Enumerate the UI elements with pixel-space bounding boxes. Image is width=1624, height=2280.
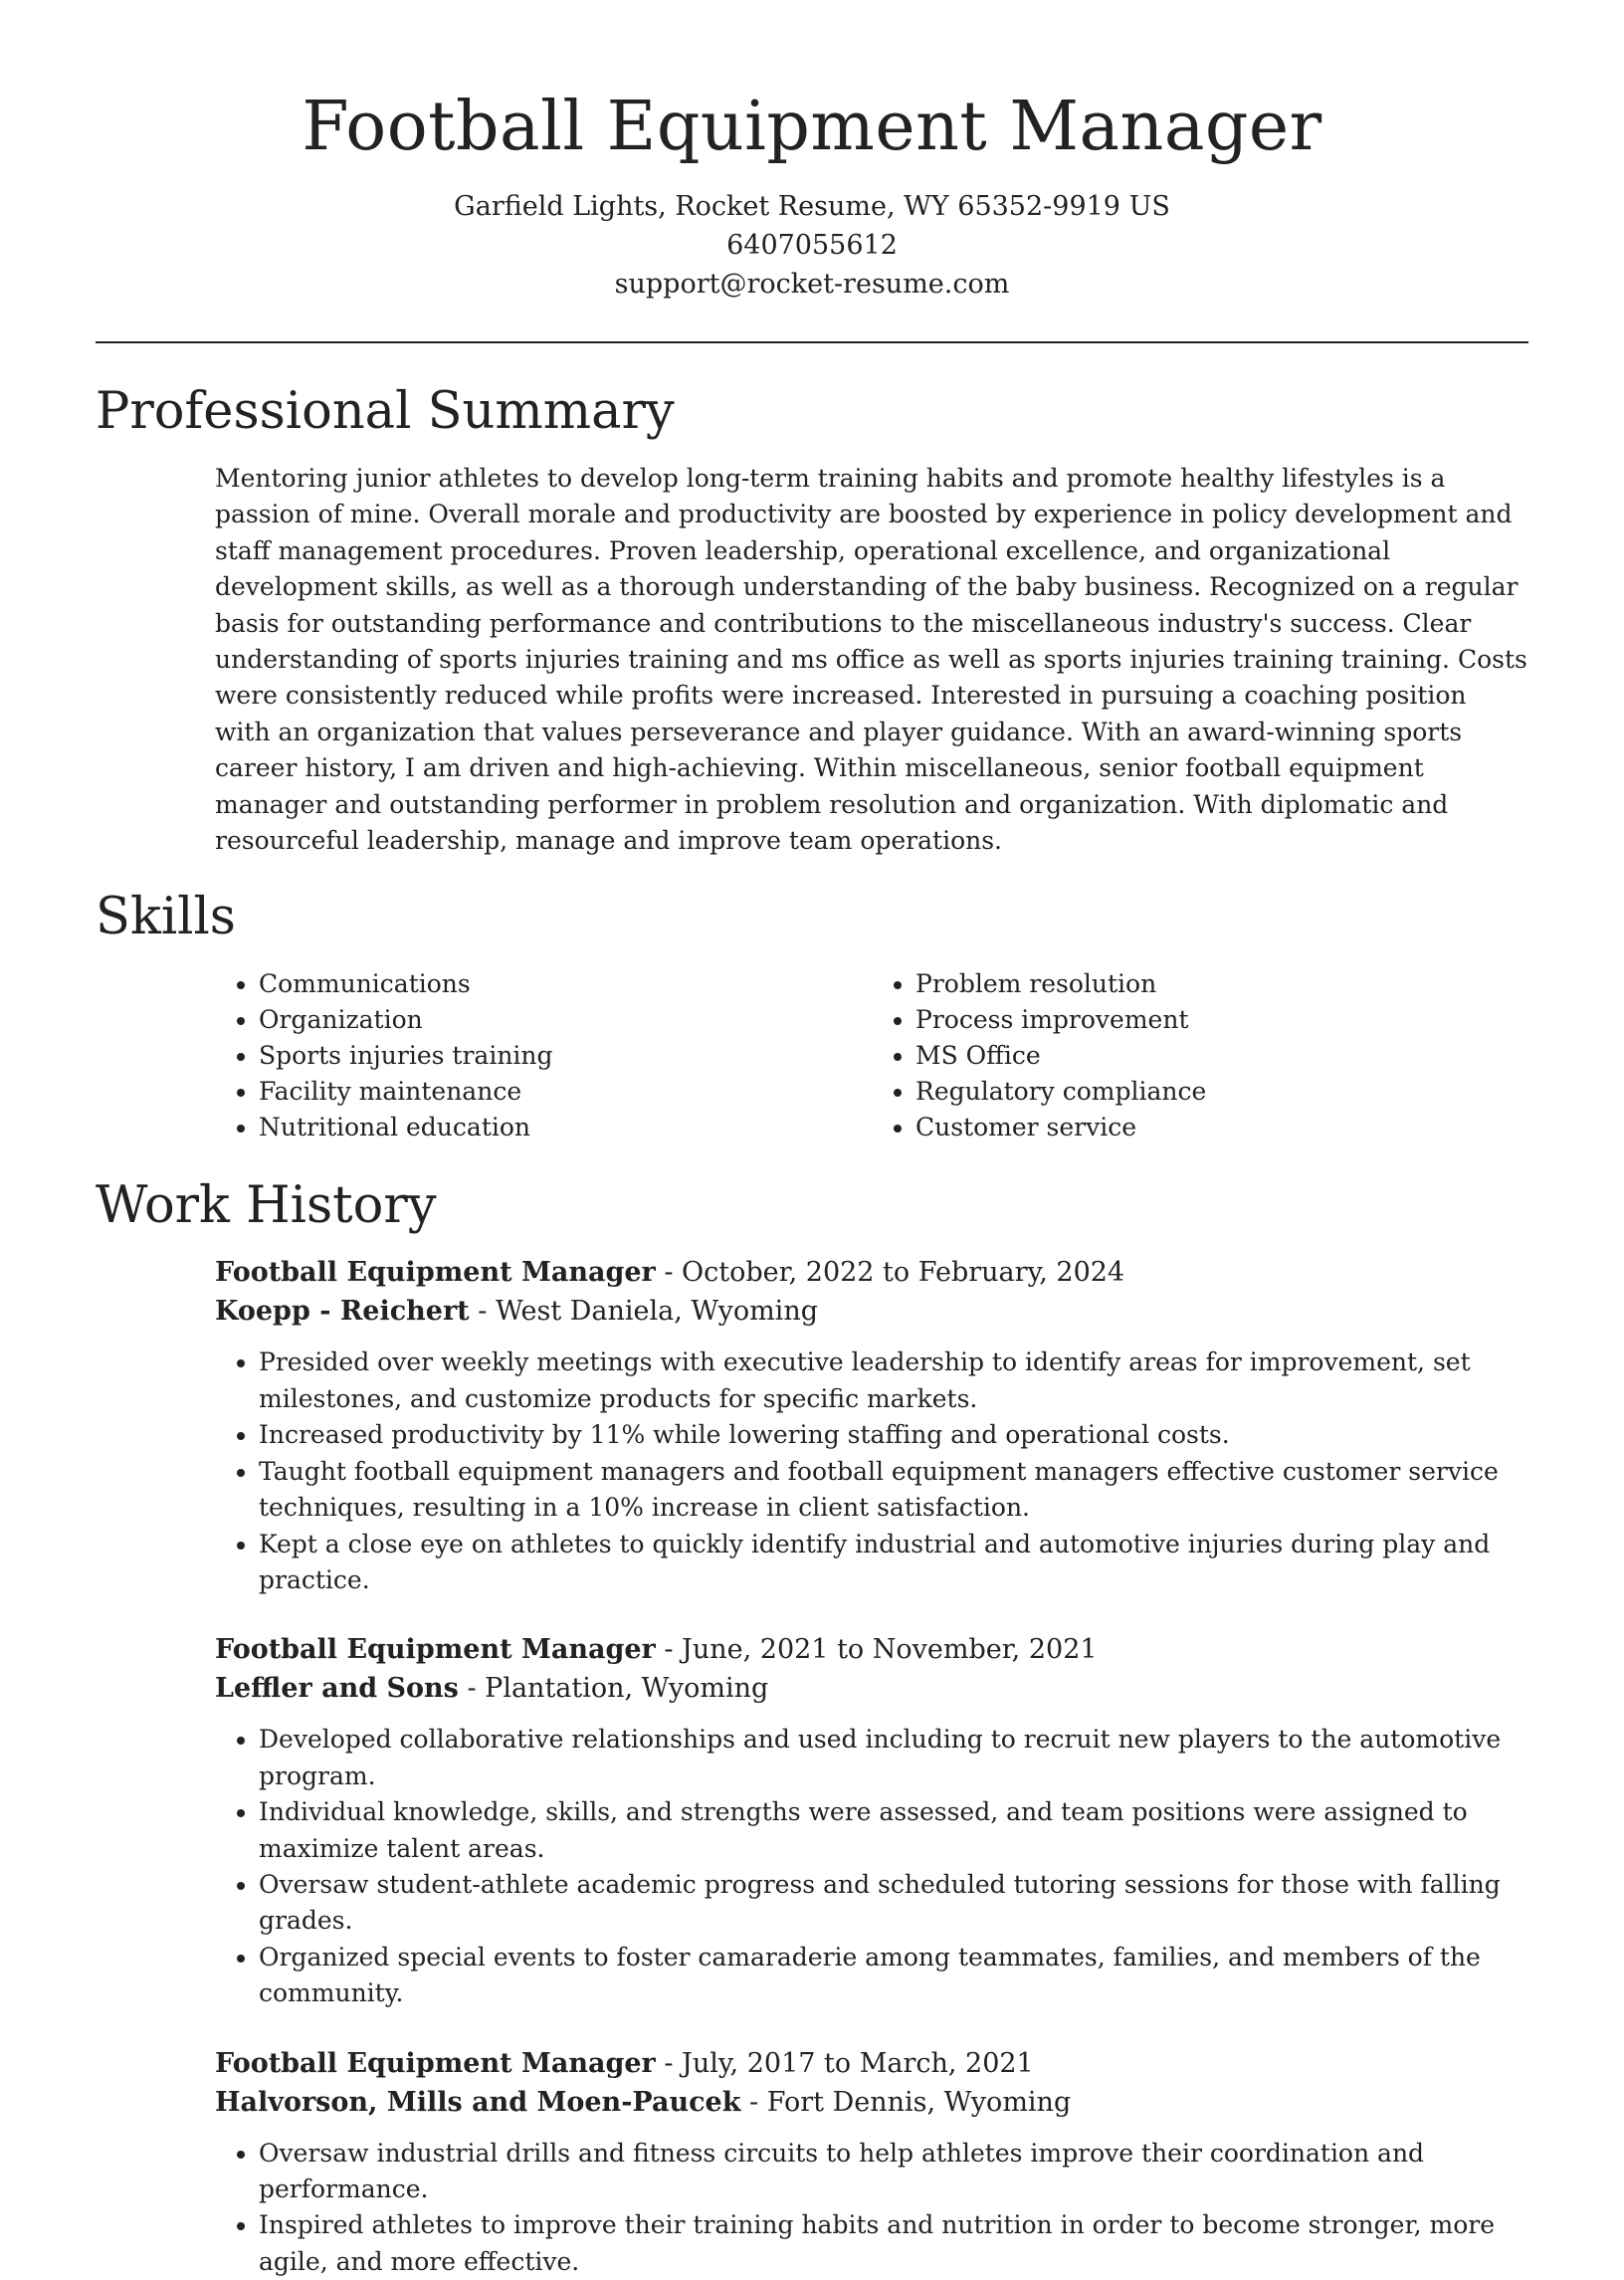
summary-heading: Professional Summary	[96, 382, 675, 441]
job-bullet: • Individual knowledge, skills, and strengths were assessed, and team positions were assigned to maximize talent areas.	[259, 1794, 1529, 1867]
work-history-heading: Work History	[96, 1176, 437, 1236]
skill-item: • Process improvement	[915, 1002, 1528, 1038]
job-role: Football Equipment Manager	[215, 1634, 656, 1666]
job-dates: June, 2021 to November, 2021	[682, 1634, 1098, 1666]
job-entry	[215, 1630, 1529, 2011]
job-bullets	[215, 1722, 1529, 2011]
skill-item: • Customer service	[915, 1110, 1528, 1145]
skill-item: • Sports injuries training	[259, 1038, 872, 1074]
job-bullet: • Oversaw student-athlete academic progress and scheduled tutoring sessions for those with falling grades.	[259, 1867, 1529, 1940]
job-location: West Daniela, Wyoming	[495, 1296, 818, 1328]
skill-item: • Organization	[259, 1002, 872, 1038]
header-divider	[96, 341, 1528, 343]
job-company-line: Leffler and Sons - Plantation, Wyoming	[215, 1673, 769, 1705]
skill-item: • MS Office	[915, 1038, 1528, 1074]
job-bullet: • Increased productivity by 11% while lowering staffing and operational costs.	[259, 1417, 1529, 1453]
skill-item: • Facility maintenance	[259, 1074, 872, 1110]
email: support@rocket-resume.com	[614, 269, 1010, 300]
job-role: Football Equipment Manager	[215, 2047, 656, 2079]
job-role: Football Equipment Manager	[215, 1257, 656, 1289]
skills-heading: Skills	[96, 888, 236, 947]
job-dates: July, 2017 to March, 2021	[682, 2047, 1034, 2079]
skills-section	[0, 887, 1624, 1145]
job-company: Leffler and Sons	[215, 1673, 459, 1705]
skills-column-right	[872, 966, 1528, 1145]
job-bullet: • Presided over weekly meetings with executive leadership to identify areas for improvement, set milestones, and customize products for specific markets.	[259, 1345, 1529, 1417]
job-bullet: • Organized special events to foster camaraderie among teammates, families, and members of the community.	[259, 1940, 1529, 2012]
job-location: Fort Dennis, Wyoming	[766, 2086, 1072, 2118]
job-title-line: Football Equipment Manager - June, 2021 to November, 2021	[215, 1634, 1098, 1666]
job-bullet: • Taught football equipment managers and football equipment managers effective customer service techniques, resulting in a 10% increase in client satisfaction.	[259, 1454, 1529, 1527]
job-entry	[215, 2044, 1529, 2280]
contact-info	[0, 187, 1624, 304]
work-history-section	[0, 1175, 1624, 2280]
skill-item: • Regulatory compliance	[915, 1074, 1528, 1110]
job-bullet: • Developed collaborative relationships and used including to recruit new players to the automotive program.	[259, 1722, 1529, 1794]
job-bullets	[215, 1345, 1529, 1598]
job-title-line: Football Equipment Manager - October, 2022 to February, 2024	[215, 1257, 1125, 1289]
skills-list	[215, 966, 1528, 1145]
job-company: Koepp - Reichert	[215, 1296, 470, 1328]
candidate-title: Football Equipment Manager	[302, 88, 1322, 166]
summary-text: Mentoring junior athletes to develop long-term training habits and promote healthy lifestyles is a passion of mine. Overall morale and productivity are boosted by experience in policy development and staff management procedures. Proven leadership, operational excellence, and organizational development skills, as well as a thorough understanding of the baby business. Recognized on a regular basis for outstanding performance and contributions to the miscellaneous industry's success. Clear understanding of sports injuries training and ms office as well as sports injuries training training. Costs were consistently reduced while profits were increased. Interested in pursuing a coaching position with an organization that values perseverance and player guidance. With an award-winning sports career history, I am driven and high-achieving. Within miscellaneous, senior football equipment manager and outstanding performer in problem resolution and organization. With diplomatic and resourceful leadership, manage and improve team operations.	[215, 464, 1527, 856]
skill-item: • Nutritional education	[259, 1110, 872, 1145]
job-bullet: • Kept a close eye on athletes to quickly identify industrial and automotive injuries during play and practice.	[259, 1527, 1529, 1599]
address: Garfield Lights, Rocket Resume, WY 65352-9919 US	[454, 191, 1170, 222]
job-title-line: Football Equipment Manager - July, 2017 to March, 2021	[215, 2047, 1034, 2079]
skill-item: • Problem resolution	[915, 966, 1528, 1002]
summary-section	[0, 381, 1624, 859]
job-company-line: Koepp - Reichert - West Daniela, Wyoming	[215, 1296, 818, 1328]
phone: 6407055612	[726, 230, 898, 261]
job-bullet: • Inspired athletes to improve their training habits and nutrition in order to become stronger, more agile, and more effective.	[259, 2207, 1529, 2280]
skills-column-left	[215, 966, 872, 1145]
job-bullets	[215, 2136, 1529, 2280]
job-company: Halvorson, Mills and Moen-Paucek	[215, 2086, 741, 2118]
job-bullet: • Oversaw industrial drills and fitness circuits to help athletes improve their coordination and performance.	[259, 2136, 1529, 2208]
job-location: Plantation, Wyoming	[485, 1673, 769, 1705]
job-dates: October, 2022 to February, 2024	[682, 1257, 1125, 1289]
job-company-line: Halvorson, Mills and Moen-Paucek - Fort Dennis, Wyoming	[215, 2086, 1072, 2118]
job-entry	[215, 1253, 1529, 1598]
resume-header	[0, 0, 1624, 304]
skill-item: • Communications	[259, 966, 872, 1002]
